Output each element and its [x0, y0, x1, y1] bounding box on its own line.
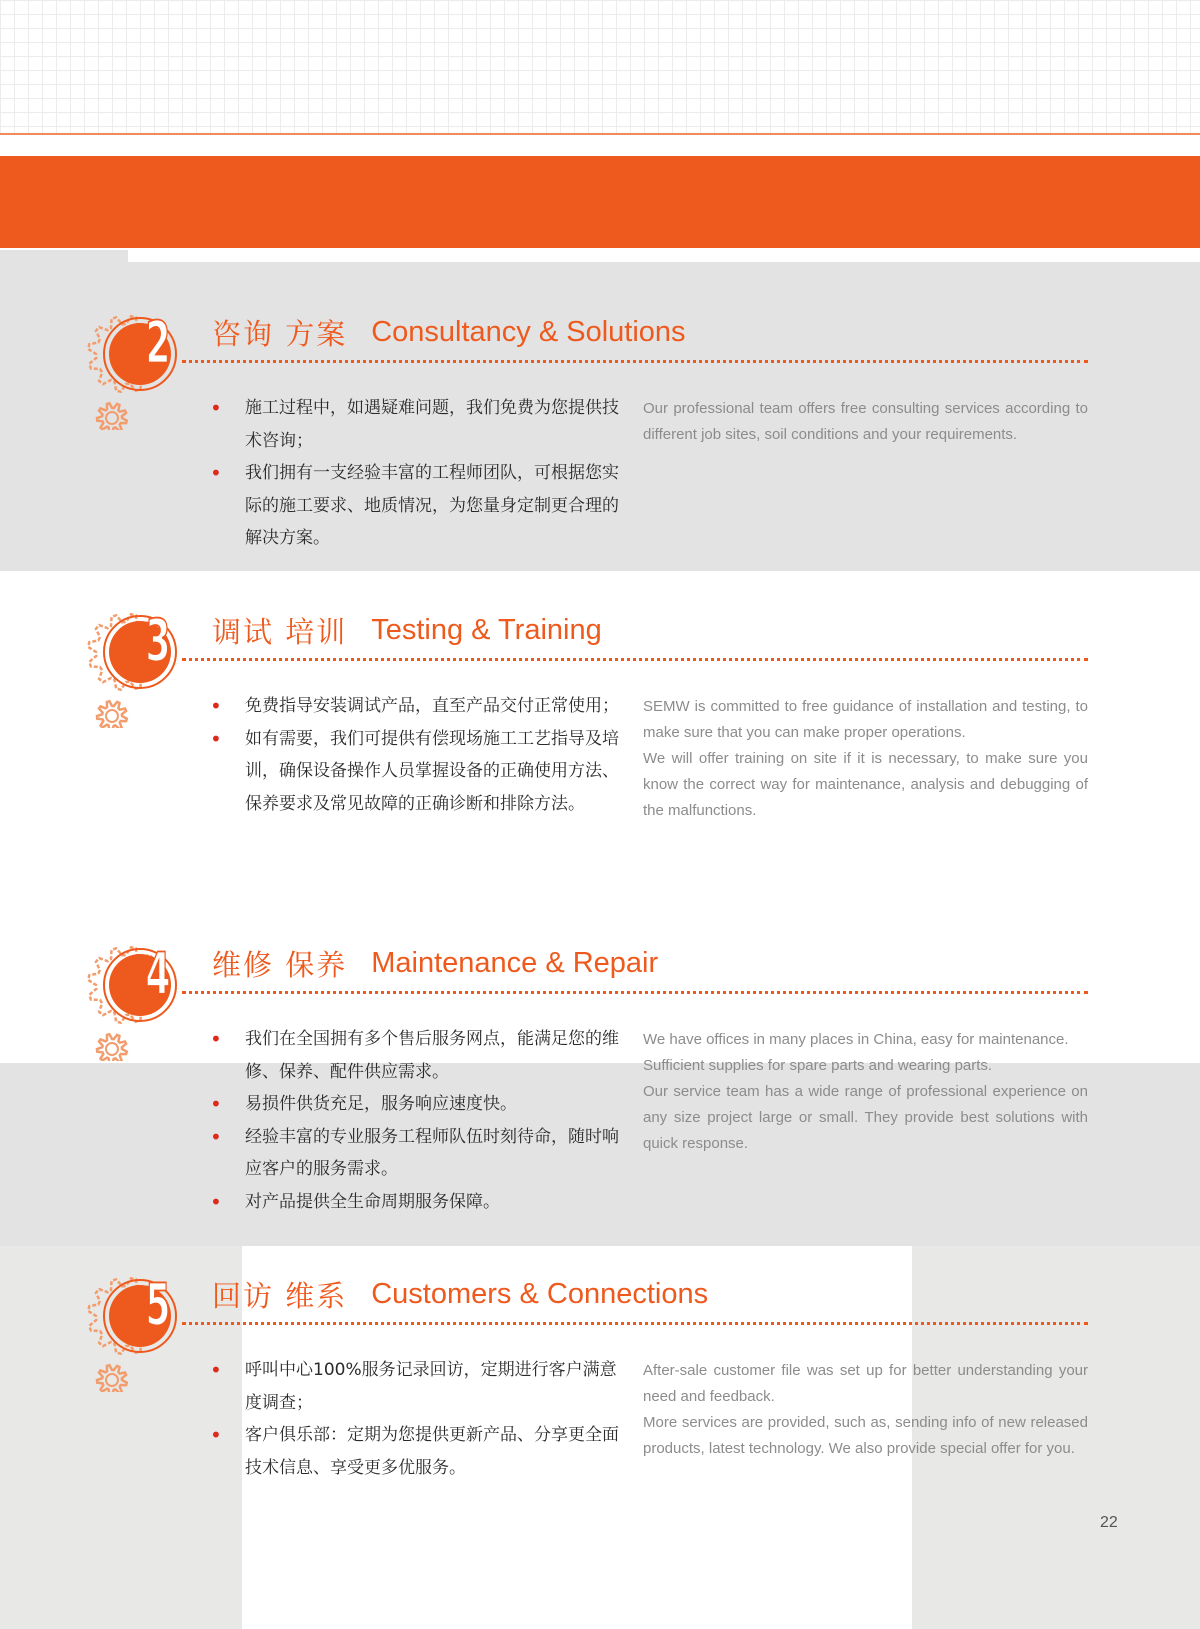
list-item: • 呼叫中心100%服务记录回访，定期进行客户满意度调查；: [210, 1354, 620, 1419]
small-gear-hub: [106, 1374, 118, 1386]
bullet-dot-icon: •: [210, 396, 222, 420]
small-gear-hub: [106, 412, 118, 424]
heading-cn: 维修 保养: [212, 947, 348, 982]
section-number: 2: [145, 311, 171, 377]
dotted-divider: [182, 1322, 1088, 1325]
small-gear-outline: [97, 403, 127, 430]
heading-cn: 回访 维系: [212, 1278, 348, 1313]
gear-number-icon: [86, 310, 196, 430]
header-rule: [0, 133, 1200, 135]
section-heading: [212, 310, 686, 354]
dotted-divider: [182, 360, 1088, 363]
bullet-dot-icon: •: [210, 1124, 222, 1149]
list-item: • 易损件供货充足，服务响应速度快。: [210, 1088, 620, 1121]
heading-cn: 调试 培训: [212, 614, 348, 649]
en-paragraph: More services are provided, such as, sending info of new released products, latest technology. We also provide special offer for you.: [643, 1414, 1088, 1457]
heading-cn: 咨询 方案: [212, 316, 348, 351]
list-item: • 我们拥有一支经验丰富的工程师团队，可根据您实际的施工要求、地质情况，为您量身定制更合理的解决方案。: [210, 457, 620, 555]
section-heading: [212, 1272, 708, 1316]
dotted-divider: [182, 991, 1088, 994]
grid-pattern-header: [0, 0, 1200, 133]
bullet-dot-icon: •: [210, 1092, 222, 1116]
en-description: [643, 1027, 1088, 1157]
bullet-dot-icon: •: [210, 1358, 222, 1382]
section-number: 5: [145, 1273, 171, 1339]
orange-banner: [0, 156, 1200, 248]
cn-bullet-list: [210, 690, 620, 820]
list-item: • 我们在全国拥有多个售后服务网点，能满足您的维修、保养、配件供应需求。: [210, 1023, 620, 1088]
bullet-dot-icon: •: [210, 694, 222, 718]
section-heading: [212, 608, 602, 652]
cn-bullet-list: [210, 1354, 620, 1484]
gear-number-icon: [86, 941, 196, 1061]
en-description: [643, 694, 1088, 824]
list-item: • 如有需要，我们可提供有偿现场施工工艺指导及培训，确保设备操作人员掌握设备的正确使用方法、保养要求及常见故障的正确诊断和排除方法。: [210, 723, 620, 821]
en-paragraph: Our professional team offers free consulting services according to different job sites, soil conditions and your requirements.: [643, 400, 1088, 443]
gear-number-icon: [86, 1272, 196, 1392]
gear-number-icon: [86, 608, 196, 728]
page-number: 22: [1100, 1514, 1118, 1531]
en-paragraph: We have offices in many places in China, easy for maintenance.: [643, 1031, 1069, 1048]
bullet-dot-icon: •: [210, 1423, 222, 1447]
list-item: • 经验丰富的专业服务工程师队伍时刻待命，随时响应客户的服务需求。: [210, 1121, 620, 1186]
en-description: [643, 396, 1088, 448]
small-gear-hub: [106, 710, 118, 722]
heading-en: Consultancy & Solutions: [371, 315, 686, 348]
heading-en: Maintenance & Repair: [371, 946, 659, 979]
heading-en: Customers & Connections: [371, 1277, 709, 1310]
en-paragraph: Sufficient supplies for spare parts and wearing parts.: [643, 1057, 993, 1074]
section-number: 4: [145, 942, 171, 1008]
en-paragraph: SEMW is committed to free guidance of installation and testing, to make sure that you can make proper operations.: [643, 698, 1088, 741]
list-item: • 对产品提供全生命周期服务保障。: [210, 1186, 620, 1219]
small-gear-outline: [97, 701, 127, 728]
cn-bullet-list: [210, 1023, 620, 1218]
heading-en: Testing & Training: [371, 613, 602, 646]
en-description: [643, 1358, 1088, 1462]
dotted-divider: [182, 658, 1088, 661]
bullet-dot-icon: •: [210, 461, 222, 485]
small-gear-outline: [97, 1034, 127, 1061]
list-item: • 免费指导安装调试产品，直至产品交付正常使用；: [210, 690, 620, 723]
en-paragraph: After-sale customer file was set up for better understanding your need and feedback.: [643, 1362, 1088, 1405]
gray-tab: [0, 250, 128, 262]
list-item: • 客户俱乐部：定期为您提供更新产品、分享更全面技术信息、享受更多优服务。: [210, 1419, 620, 1484]
small-gear-outline: [97, 1365, 127, 1392]
list-item: • 施工过程中，如遇疑难问题，我们免费为您提供技术咨询；: [210, 392, 620, 457]
en-paragraph: We will offer training on site if it is necessary, to make sure you know the correct way for maintenance, analysis and debugging of the malfunctions.: [643, 750, 1088, 819]
small-gear-hub: [106, 1043, 118, 1055]
bullet-dot-icon: •: [210, 1027, 222, 1051]
section-number: 3: [145, 609, 171, 675]
bullet-dot-icon: •: [210, 1189, 222, 1214]
section-heading: [212, 941, 658, 985]
en-paragraph: Our service team has a wide range of professional experience on any size project large or small. They provide best solutions with quick response.: [643, 1083, 1088, 1152]
cn-bullet-list: [210, 392, 620, 555]
bullet-dot-icon: •: [210, 726, 222, 751]
